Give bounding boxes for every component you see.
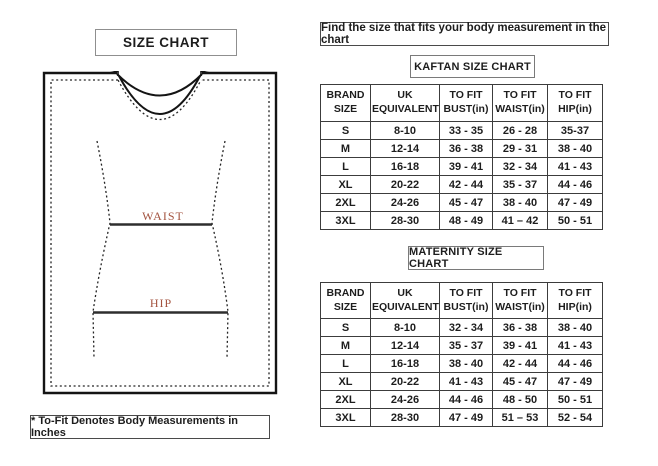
table-row	[321, 140, 603, 158]
table-row	[321, 158, 603, 176]
table-cell: 36 - 38	[440, 140, 493, 158]
table-cell: 42 - 44	[493, 355, 548, 373]
kaftan-size-table	[320, 84, 603, 230]
table-cell: 41 - 43	[548, 158, 603, 176]
table-cell: 50 - 51	[548, 212, 603, 230]
table-cell: 16-18	[371, 355, 440, 373]
column-header: TO FIT WAIST(in)	[493, 283, 548, 319]
table-cell: 36 - 38	[493, 319, 548, 337]
table-row	[321, 212, 603, 230]
table-cell: 35-37	[548, 122, 603, 140]
table-row	[321, 373, 603, 391]
column-header: TO FIT HIP(in)	[548, 283, 603, 319]
maternity-table-title: MATERNITY SIZE CHART	[408, 246, 544, 270]
table-cell: 44 - 46	[548, 355, 603, 373]
table-cell: S	[321, 319, 371, 337]
table-cell: 2XL	[321, 391, 371, 409]
table-cell: 41 - 43	[548, 337, 603, 355]
table-cell: 16-18	[371, 158, 440, 176]
table-row	[321, 319, 603, 337]
table-cell: S	[321, 122, 371, 140]
column-header: BRAND SIZE	[321, 85, 371, 122]
maternity-header-row	[321, 283, 603, 319]
table-cell: 24-26	[371, 391, 440, 409]
table-cell: 41 – 42	[493, 212, 548, 230]
table-row	[321, 355, 603, 373]
seam-dotted-border	[51, 80, 269, 386]
kaftan-table-title: KAFTAN SIZE CHART	[410, 55, 535, 78]
table-cell: L	[321, 158, 371, 176]
size-chart-title: SIZE CHART	[95, 29, 237, 56]
table-cell: 35 - 37	[493, 176, 548, 194]
table-cell: 29 - 31	[493, 140, 548, 158]
table-cell: 38 - 40	[493, 194, 548, 212]
table-cell: 20-22	[371, 373, 440, 391]
table-cell: XL	[321, 373, 371, 391]
table-cell: 44 - 46	[440, 391, 493, 409]
table-cell: 24-26	[371, 194, 440, 212]
table-cell: 47 - 49	[440, 409, 493, 427]
table-cell: 3XL	[321, 212, 371, 230]
column-header: UK EQUIVALENT	[371, 283, 440, 319]
table-cell: 45 - 47	[440, 194, 493, 212]
table-cell: 35 - 37	[440, 337, 493, 355]
table-cell: 2XL	[321, 194, 371, 212]
table-cell: 38 - 40	[440, 355, 493, 373]
table-cell: 8-10	[371, 122, 440, 140]
table-cell: L	[321, 355, 371, 373]
table-row	[321, 337, 603, 355]
table-cell: 52 - 54	[548, 409, 603, 427]
table-cell: 28-30	[371, 409, 440, 427]
table-cell: 42 - 44	[440, 176, 493, 194]
table-row	[321, 409, 603, 427]
table-cell: 8-10	[371, 319, 440, 337]
table-cell: 38 - 40	[548, 319, 603, 337]
table-cell: 33 - 35	[440, 122, 493, 140]
table-cell: 47 - 49	[548, 194, 603, 212]
kaftan-garment-diagram	[42, 71, 278, 395]
table-row	[321, 176, 603, 194]
column-header: UK EQUIVALENT	[371, 85, 440, 122]
body-silhouette-right	[212, 141, 228, 358]
body-silhouette-left	[93, 141, 110, 358]
table-cell: 12-14	[371, 140, 440, 158]
column-header: TO FIT BUST(in)	[440, 85, 493, 122]
table-cell: XL	[321, 176, 371, 194]
table-cell: 3XL	[321, 409, 371, 427]
table-row	[321, 122, 603, 140]
to-fit-note: * To-Fit Denotes Body Measurements in Inches	[30, 415, 270, 439]
table-cell: 39 - 41	[440, 158, 493, 176]
table-cell: 41 - 43	[440, 373, 493, 391]
column-header: TO FIT HIP(in)	[548, 85, 603, 122]
table-cell: 48 - 49	[440, 212, 493, 230]
hip-label: HIP	[149, 296, 173, 310]
table-cell: 32 - 34	[493, 158, 548, 176]
garment-outline	[44, 73, 276, 393]
table-cell: 48 - 50	[493, 391, 548, 409]
column-header: TO FIT WAIST(in)	[493, 85, 548, 122]
column-header: BRAND SIZE	[321, 283, 371, 319]
table-cell: M	[321, 140, 371, 158]
table-row	[321, 391, 603, 409]
table-cell: 20-22	[371, 176, 440, 194]
table-cell: 12-14	[371, 337, 440, 355]
table-cell: 47 - 49	[548, 373, 603, 391]
table-cell: 45 - 47	[493, 373, 548, 391]
table-cell: 44 - 46	[548, 176, 603, 194]
instruction-banner: Find the size that fits your body measurement in the chart	[320, 22, 609, 46]
waist-label: WAIST	[142, 209, 184, 223]
table-row	[321, 194, 603, 212]
table-cell: 51 – 53	[493, 409, 548, 427]
kaftan-header-row	[321, 85, 603, 122]
maternity-size-table	[320, 282, 603, 427]
table-cell: 32 - 34	[440, 319, 493, 337]
maternity-table-body	[321, 319, 603, 427]
table-cell: M	[321, 337, 371, 355]
table-cell: 28-30	[371, 212, 440, 230]
table-cell: 50 - 51	[548, 391, 603, 409]
kaftan-table-body	[321, 122, 603, 230]
table-cell: 26 - 28	[493, 122, 548, 140]
table-cell: 38 - 40	[548, 140, 603, 158]
column-header: TO FIT BUST(in)	[440, 283, 493, 319]
table-cell: 39 - 41	[493, 337, 548, 355]
